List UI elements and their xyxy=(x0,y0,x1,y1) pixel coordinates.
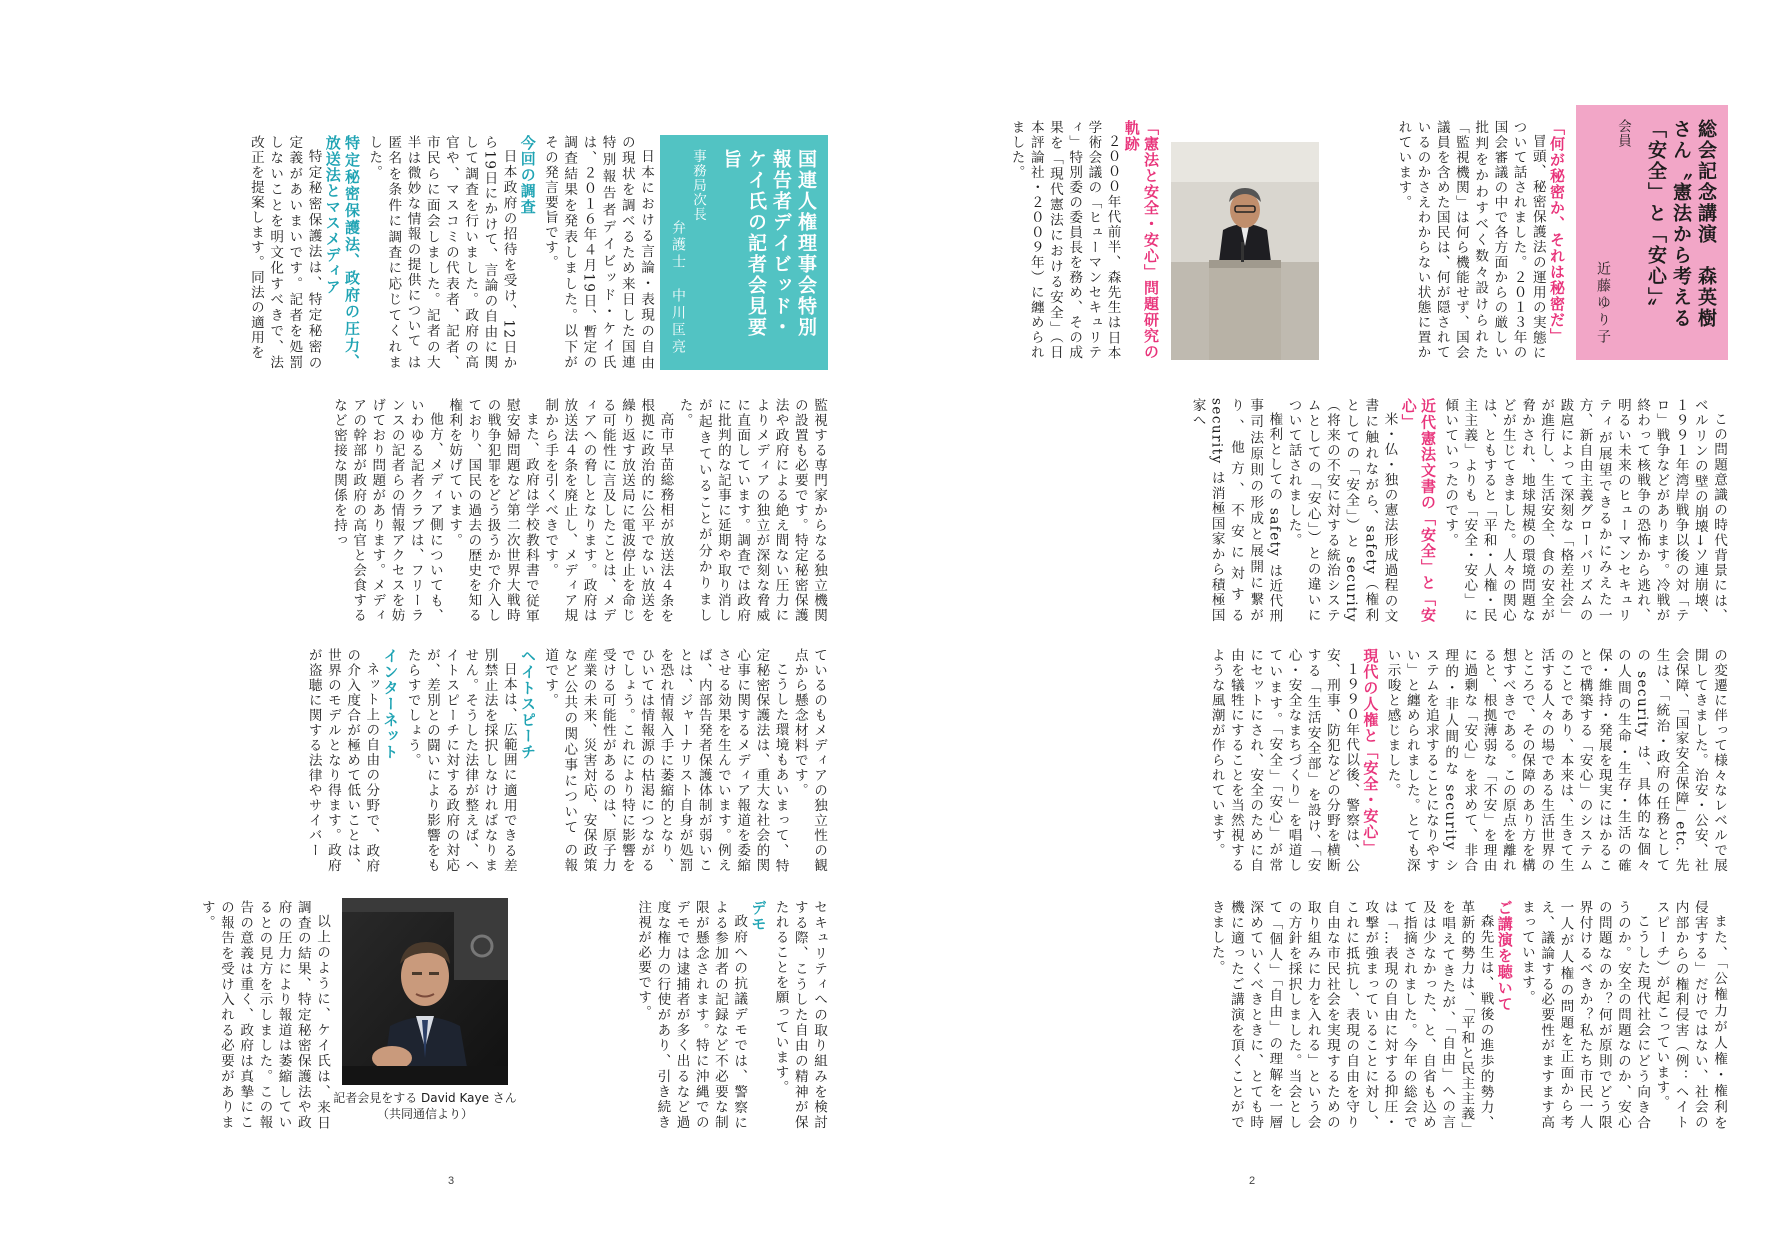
lecture-title-box xyxy=(1576,105,1728,360)
right-mid-paragraph-1: この問題意識の時代背景には、ベルリンの壁の崩壊→ソ連崩壊、１９９１年湾岸戦争以後の対「テロ」戦争などがあります。冷戦が終わって核戦争の恐怖から逃れ、明るい未来のヒューマンセキュリティが展望できるかにみえた一方、新自由主義グローバリズムの跋扈によって深刻な「格差社会」が進行し、生活安全、食の安全が脅かされ、地球規模の環境問題などが生じてきました。人々の関心は、ともすると「平和・人権・民主主義」よりも「安全・安心」に傾いていったのです。 xyxy=(1442,398,1727,623)
heading-himitsu: 特定秘密保護法、政府の圧力、放送法とマスメディア xyxy=(323,135,361,370)
paragraph-net: ネット上の自由の分野で、政府の介入度合が極めて低いことは、世界のモデルとなり得ます。政府が盗聴に関する法律やサイバー xyxy=(305,648,380,873)
right-middle-tier-text xyxy=(958,398,1728,623)
speaker-photo-illustration xyxy=(1171,142,1319,360)
article-title-box xyxy=(660,135,828,370)
paragraph-kenri: 権利としての safety は近代刑事司法原則の形成と展開に繋がり、他方、不安に対する security は消極国家から積極国家へ xyxy=(1189,398,1283,623)
mid-paragraph-1: 監視する専門家からなる独立機関の設置も必要です。特定秘密保護法や政府による絶え間ない圧力によりメディアの独立が深刻な脅威に直面しています。調査では政府に批判的な記事に延期や取り消しが起きていることが分かりました。 xyxy=(676,398,827,623)
heading-nani: 「何が秘密か、それは秘密だ」 xyxy=(1548,120,1566,344)
bottom-tier-text-right xyxy=(527,900,828,1130)
mid2-paragraph-1: ているのもメディアの独立性の観点から懸念材料です。 xyxy=(791,648,827,873)
heading-hate: ヘイトスピーチ xyxy=(518,648,537,760)
page-number-2: 2 xyxy=(1249,1175,1256,1187)
middle-tier-text xyxy=(98,398,828,623)
lecture-author-role: 会員 xyxy=(1615,119,1631,148)
intro-paragraph: 日本における言論・表現の自由の現状を調べるため来日した国連特別報告者デイビッド・ケイ氏は、２０１６年４月19日、暫定の調査結果を発表しました。以下がその発言要旨です。 xyxy=(541,135,654,370)
bottom-paragraph-1: セキュリティへの取り組みを検討する際、こうした自由の精神が保たれることを願っています。 xyxy=(772,900,827,1130)
right-bottom-paragraph-2: こうした現代社会にどう向き合うのか。安全の問題なのか、安心の問題なのか？何が原則でどう限界付けるべきか？私たち市民一人一人が人権の問題を正面から考え、議論する必要性がますます高まっています。 xyxy=(1518,900,1651,1130)
article-title: 国連人権理事会特別報告者デイビッド・ケイ氏の記者会見要旨 xyxy=(720,149,817,338)
photo-caption-line-2: （共同通信より） xyxy=(376,1107,473,1121)
heading-koen: ご講演を聴いて xyxy=(1495,900,1514,1012)
conclusion-paragraph: 以上のように、ケイ氏は、来日調査の結果、特定秘密保護法や政府の圧力により報道は萎縮しているとの見方を示しました。この報告の意義は重く、政府は真摯にこの報告を受け入れる必要があります。 xyxy=(198,900,330,1130)
paragraph-nani: 冒頭、秘密保護法の運用の実態について話されました。２０１３年の国会審議の中で各方面からの厳しい批判をかわすべく数々設けられた「監視機関」は何ら機能せず、国会議員を含めた国民は、何が隠されているのかさえわからない状態に置かれています。 xyxy=(1395,120,1546,360)
page-2 xyxy=(883,0,1766,1240)
mid-paragraph-3: また、政府は学校教科書で従軍慰安婦問題など第二次世界大戦時の戦争犯罪をどう扱うかで介入しており、国民の過去の歴史を知る権利を妨げています。 xyxy=(446,398,539,623)
right-bottom-paragraph-1: また、「公権力が人権・権利を侵害する」だけではない、社会の内部からの権利侵害（例：ヘイトスピーチ）が起こっています。 xyxy=(1653,900,1727,1130)
heading-kenpo: 「憲法と安全・安心」問題研究の軌跡 xyxy=(1122,120,1160,360)
top-tier-text-left xyxy=(958,120,1163,360)
paragraph-gendai: １９９０年代以後、警察は、公安、刑事、防犯などの分野を横断する「生活安全部」を設け、「安心・安全なまちづくり」を唱道しています。「安全」「安心」が常にセットにされ、安全のために自由を犠牲にすることを当然視するような風潮が作られています。 xyxy=(1208,648,1360,873)
paragraph-himitsu: 特定秘密保護法は、特定秘密の定義があいまいです。記者を処罰しないことを明文化すべきで、法改正を提案します。同法の適用を xyxy=(247,135,322,370)
heading-demo: デモ xyxy=(749,900,768,932)
author-role: 事務局次長 xyxy=(690,149,706,222)
paragraph-konkai: 日本政府の招待を受け、12日から19日にかけて、言論の自由に関して調査を行いました。政府の高官や、マスコミの代表者、記者、市民らに面会しました。記者の大半は微妙な情報の提供について は匿名を条件に調査に応じてくれました。 xyxy=(366,135,517,370)
david-kaye-photo-illustration xyxy=(342,898,508,1085)
photo-caption-line-1: 記者会見をする David Kaye さん xyxy=(333,1091,517,1105)
right-bottom-tier-text xyxy=(958,900,1728,1130)
lecture-title: 総会記念講演 森英樹さん〝憲法から考える「安全」と「安心」〟 xyxy=(1645,119,1717,329)
top-tier-text xyxy=(98,135,655,370)
speaker-photo xyxy=(1171,142,1319,360)
bottom-tier-text-left xyxy=(128,900,331,1130)
heading-net: インターネット xyxy=(381,648,400,760)
paragraph-kindai: 米・仏・独の憲法形成過程の文書に触れながら、safety（権利としての「安全」）と security（将来の不安に対する統治システムとしての「安心」）との違いについて話されました。 xyxy=(1285,398,1398,623)
top-tier-text-right xyxy=(1331,120,1569,360)
heading-kindai: 近代憲法文書の「安全」と「安心」 xyxy=(1399,398,1437,623)
page-number-3: 3 xyxy=(448,1175,455,1187)
author-name: 弁護士 中川匡亮 xyxy=(670,220,686,356)
paragraph-koen: 森先生は、戦後の進歩的勢力、革新的勢力は、「平和と民主主義」を唱えてきたが、「自由」への言及は少なかった、と、自省も込めて指摘されました。今年の総会では「…表現の自由に対する抑圧・攻撃が強まっていることに対し、これに抵抗し、表現の自由を守り自由な市民社会を実現するための取り組みに力を入れる」という会の方針を採択しました。当会として「個人」「自由」の理解を一層深めていくべきときに、とても時機に適ったご講演を頂くことができました。 xyxy=(1208,900,1494,1130)
paragraph-kenpo: ２０００年代前半、森先生は日本学術会議の「ヒューマンセキュリティ」特別委の委員長を務め、その成果を「現代憲法における安全」（日本評論社・２００９年）に纏められました。 xyxy=(1008,120,1121,360)
heading-gendai: 現代の人権と「安全・安心」 xyxy=(1361,648,1380,856)
right-lower-middle-tier-text xyxy=(958,648,1728,873)
lower-middle-tier-text xyxy=(98,648,828,873)
lecture-author-name: 近藤ゆり子 xyxy=(1595,261,1611,346)
right-mid2-paragraph-1: の変遷に伴って様々なレベルで展開してきました。治安・公安、社会保障、「国家安全保障」etc. 先生は、「統治・政府の任務としての security は、具体的な個々の人間の生命・生存・生活の確保・維持・発展を現実にはかることで構築する「安心」のシステムのことであり、本来は、生きて生活する人々の場である生活世界のところで、その保障のあり方を構想すべきである。この原点を離れると、根拠薄弱な「不安」を理由に過剰な「安心」を求めて、非合理的・非人間的な security システムを追求することになりやすい」と纏められました。とても深い示唆と感じました。 xyxy=(1384,648,1727,873)
paragraph-demo: 政府への抗議デモでは、警察による参加者の記録など不必要な制限が懸念されます。特に沖縄でのデモでは逮捕者が多く出るなど過度な権力の行使があり、引き続き注視が必要です。 xyxy=(635,900,748,1130)
press-conference-photo xyxy=(342,898,508,1085)
mid-paragraph-4: 他方、メディア側についても、いわゆる記者クラブは、フリーランスの記者らの情報アクセスを妨げており問題があります。メディアの幹部が政府の高官と会食するなど密接な関係を持っ xyxy=(330,398,443,623)
paragraph-hate: 日本は、広範囲に適用できる差別禁止法を採択しなければなりません。そうした法律が整えば、ヘイトスピーチに対する政府の対応が、差別との闘いにより影響をもたらすでしょう。 xyxy=(404,648,517,873)
mid-paragraph-2: 高市早苗総務相が放送法４条を根拠に政治的に公平でない放送を繰り返す放送局に電波停止を命じる可能性に言及したことは、メディアへの脅しとなります。政府は放送法４条を廃止し、メディア規制から手を引くべきです。 xyxy=(542,398,674,623)
heading-konkai: 今回の調査 xyxy=(518,135,537,215)
mid2-paragraph-2: こうした環境もあいまって、特定秘密保護法は、重大な社会的関心事に関するメディア報道を委縮させる効果を生んでいます。例えば、内部告発者保護体制が弱いことは、ジャーナリスト自身が処罰を恐れ情報入手に萎縮的となり、ひいては情報源の枯渇につながるでしょう。これにより特に影響を受ける可能性があるのは、原子力産業の未来、災害対応、安保政策など公共の関心事について の報道です。 xyxy=(542,648,789,873)
